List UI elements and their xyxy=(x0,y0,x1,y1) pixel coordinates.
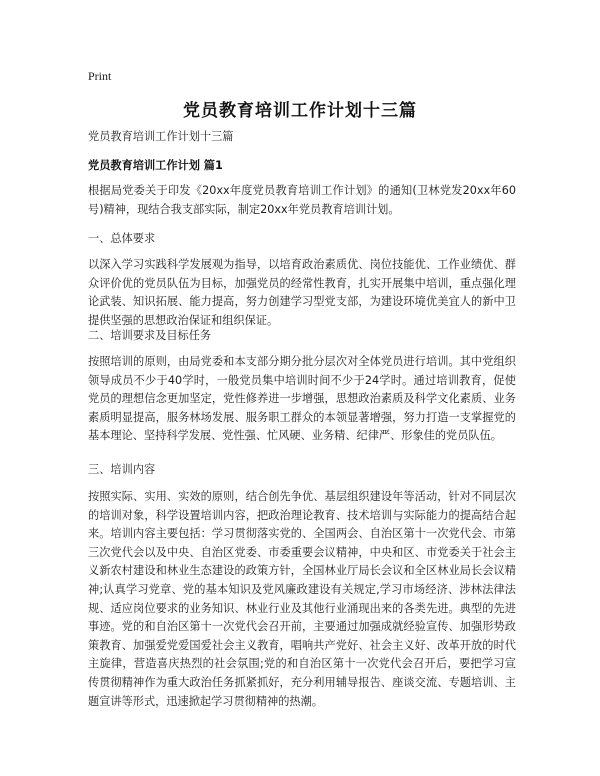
paragraph-training-goals: 按照培训的原则，由局党委和本支部分期分批分层次对全体党员进行培训。其中党组织领导成员不少于40学时，一般党员集中培训时间不少于24学时。通过培训教育，促使党员的理想信念更加坚定，党性修养进一步增强，思想政治素质及科学文化素质、业务素质明显提高，服务林场发展、服务职工群众的本领显著增强，努力打造一支掌握党的基本理论、坚持科学发展、党性强、忙风硬、业务精、纪律严、形象佳的党员队伍。 xyxy=(88,355,516,443)
paragraph-intro: 根据局党委关于印发《20xx年度党员教育培训工作计划》的通知(卫林党发20xx年60号)精神，现结合我支部实际，制定20xx年党员教育培训计划。 xyxy=(88,184,516,216)
document-title: 党员教育培训工作计划十三篇 xyxy=(183,101,417,121)
section-title: 党员教育培训工作计划 篇1 xyxy=(88,159,223,172)
paragraph-training-content: 按照实际、实用、实效的原则，结合创先争优、基层组织建设年等活动，针对不同层次的培训对象，科学设置培训内容，把政治理论教育、技术培训与实际能力的提高结合起来。培训内容主要包括：学习贯彻落实党的、全国两会、自治区第十一次党代会、市第三次党代会以及中央、自治区党委、市委重要会议精神，中央和区、市党委关于社会主义新农村建设和林业生态建设的政策方针，全国林业厅局长会议和全区林业局长会议精神;认真学习党章、党的基本知识及党风廉政建设有关规定,学习市场经济、涉林法律法规、适应岗位要求的业务知识、林业行业及其他行业涌现出来的各类先进。典型的先进事迹。党的和自治区第十一次党代会召开前，主要通过加强成就经验宣传、加强形势政策教育、加强爱党爱国爱社会主义教育，唱响共产党好、社会主义好、改革开放的时代主旋律，营造喜庆热烈的社会氛围;党的和自治区第十一次党代会召开后，要把学习宣传贯彻精神作为重大政治任务抓紧抓好，充分利用辅导报告、座谈交流、专题培训、主题宣讲等形式，迅速掀起学习贯彻精神的热潮。 xyxy=(88,490,516,708)
document-subtitle: 党员教育培训工作计划十三篇 xyxy=(88,130,234,143)
paragraph-general-requirements: 以深入学习实践科学发展观为指导，以培育政治素质优、岗位技能优、工作业绩优、群众评价优的党员队伍为目标，加强党员的经常性教育，扎实开展集中培训，重点强化理论武装、知识拓展、能力提高，努力创建学习型党支部，为建设环境优美宜人的新中卫提供坚强的思想政治保证和组织保证。 xyxy=(88,258,516,327)
heading-training-content: 三、培训内容 xyxy=(88,463,156,476)
heading-training-goals: 二、培训要求及目标任务 xyxy=(88,329,212,342)
print-label: Print xyxy=(88,69,112,83)
heading-general-requirements: 一、总体要求 xyxy=(88,232,156,245)
